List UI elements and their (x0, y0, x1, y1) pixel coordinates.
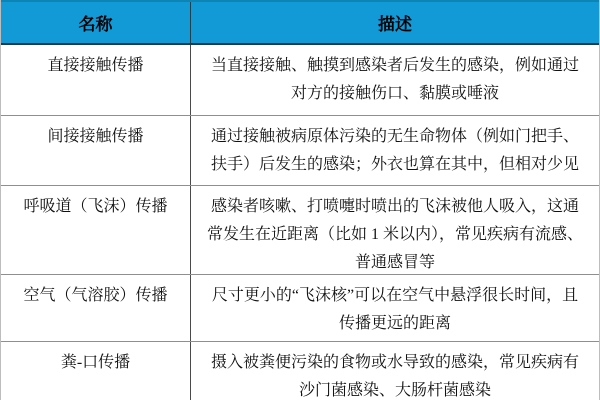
row-description-direct-contact: 当直接接触、触摸到感染者后发生的感染，例如通过对方的接触伤口、黏膜或唾液 (210, 57, 579, 102)
row-description-indirect-contact: 通过接触被病原体污染的无生命物体（例如门把手、扶手）后发生的感染；外衣也算在其中，但相对少见 (210, 128, 579, 173)
row-name-direct-contact: 直接接触传播 (1, 45, 191, 115)
table-row (1, 116, 599, 186)
row-name-fecal-oral: 粪-口传播 (1, 342, 191, 400)
table-header-row (1, 0, 599, 45)
table-row (1, 275, 599, 342)
row-name-airborne-aerosol: 空气（气溶胶）传播 (1, 275, 191, 341)
table-row (1, 342, 599, 400)
row-name-indirect-contact: 间接接触传播 (1, 116, 191, 185)
table-row (1, 186, 599, 275)
header-cell-name: 名称 (1, 2, 191, 43)
header-cell-description: 描述 (378, 15, 412, 34)
row-name-respiratory-droplet: 呼吸道（飞沫）传播 (1, 186, 191, 274)
row-description-respiratory-droplet: 感染者咳嗽、打喷嚏时喷出的飞沫被他人吸入，这通常发生在近距离（比如 1 米以内），常见疾病有流感、普通感冒等 (206, 198, 583, 271)
row-description-airborne-aerosol: 尺寸更小的“飞沫核”可以在空气中悬浮很长时间，且传播更远的距离 (211, 287, 579, 332)
row-description-fecal-oral: 摄入被粪便污染的食物或水导致的感染，常见疾病有沙门菌感染、大肠杆菌感染 (210, 354, 579, 399)
table-row (1, 45, 599, 116)
